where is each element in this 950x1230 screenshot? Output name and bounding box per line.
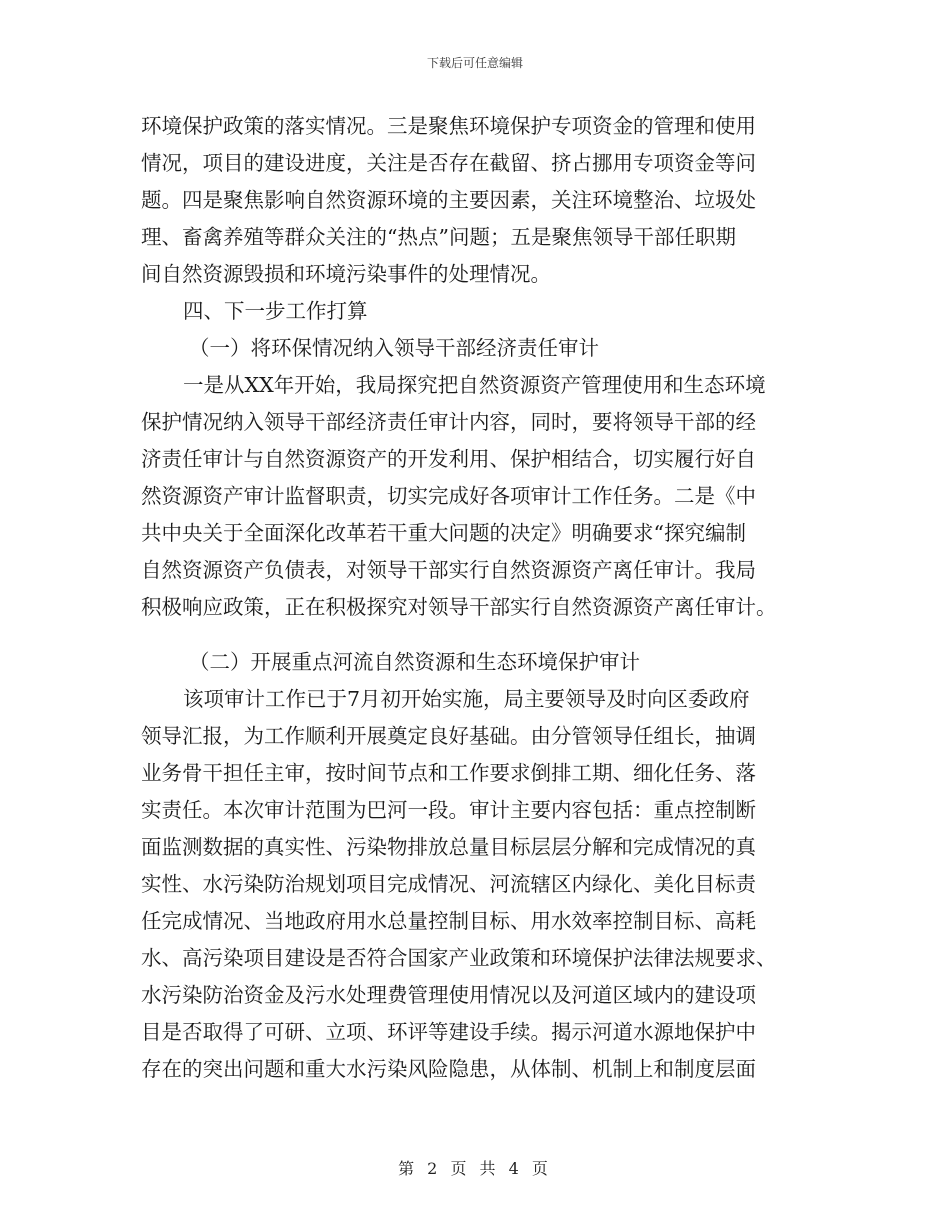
text-line: 间自然资源毁损和环境污染事件的处理情况。 <box>141 262 551 286</box>
paragraph-p1 <box>141 108 813 293</box>
page-footer: 第 2 页 共 4 页 <box>398 1159 552 1178</box>
text-line: 存在的突出问题和重大水污染风险隐患，从体制、机制上和制度层面 <box>141 1057 756 1081</box>
text-line: 领导汇报，为工作顺利开展奠定良好基础。由分管领导任组长，抽调 <box>141 724 756 748</box>
document-body <box>141 108 813 1088</box>
text-line: 理、畜禽养殖等群众关注的“热点”问题；五是聚焦领导干部任职期 <box>141 225 736 249</box>
text-line: 然资源资产审计监督职责，切实完成好各项审计工作任务。二是《中 <box>141 484 756 508</box>
text-line: 积极响应政策，正在积极探究对领导干部实行自然资源资产离任审计。 <box>141 595 777 619</box>
text-line: 济责任审计与自然资源资产的开发利用、保护相结合，切实履行好自 <box>141 447 756 471</box>
text-line: 目是否取得了可研、立项、环评等建设手续。揭示河道水源地保护中 <box>141 1020 756 1044</box>
paragraph-p2 <box>141 367 813 626</box>
text-line: 该项审计工作已于7月初开始实施，局主要领导及时向区委政府 <box>183 687 750 711</box>
text-line: 面监测数据的真实性、污染物排放总量目标层层分解和完成情况的真 <box>141 835 756 859</box>
blank-line <box>141 626 813 644</box>
text-line: 保护情况纳入领导干部经济责任审计内容，同时，要将领导干部的经 <box>141 410 756 434</box>
page-header: 下载后可任意编辑 <box>426 56 523 70</box>
text-line: 水污染防治资金及污水处理费管理使用情况以及河道区域内的建设项 <box>141 983 756 1007</box>
subsection-heading: （一）将环保情况纳入领导干部经济责任审计 <box>189 336 599 360</box>
text-line: 一是从XX年开始，我局探究把自然资源资产管理使用和生态环境 <box>183 373 766 397</box>
text-line: 实性、水污染防治规划项目完成情况、河流辖区内绿化、美化目标责 <box>141 872 756 896</box>
section-heading: 四、下一步工作打算 <box>183 299 368 323</box>
text-line: 自然资源资产负债表，对领导干部实行自然资源资产离任审计。我局 <box>141 558 756 582</box>
text-line: 共中央关于全面深化改革若干重大问题的决定》明确要求“探究编制 <box>141 521 746 545</box>
paragraph-p3 <box>141 681 813 1088</box>
subsection-heading: （二）开展重点河流自然资源和生态环境保护审计 <box>189 650 640 674</box>
text-line: 水、高污染项目建设是否符合国家产业政策和环境保护法律法规要求、 <box>141 946 777 970</box>
text-line: 题。四是聚焦影响自然资源环境的主要因素，关注环境整治、垃圾处 <box>141 188 756 212</box>
text-line: 环境保护政策的落实情况。三是聚焦环境保护专项资金的管理和使用 <box>141 114 756 138</box>
text-line: 实责任。本次审计范围为巴河一段。审计主要内容包括：重点控制断 <box>141 798 756 822</box>
text-line: 任完成情况、当地政府用水总量控制目标、用水效率控制目标、高耗 <box>141 909 756 933</box>
text-line: 情况，项目的建设进度，关注是否存在截留、挤占挪用专项资金等问 <box>141 151 756 175</box>
text-line: 业务骨干担任主审，按时间节点和工作要求倒排工期、细化任务、落 <box>141 761 756 785</box>
